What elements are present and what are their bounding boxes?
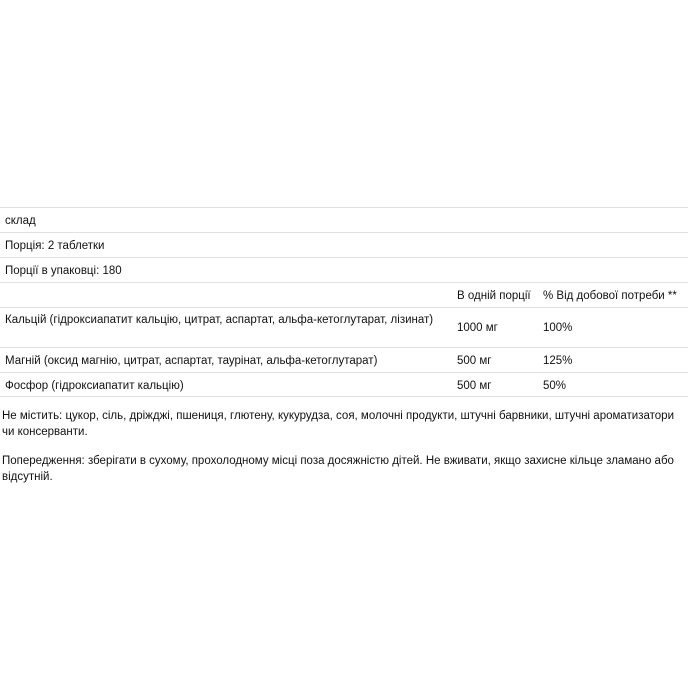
nutrient-amount: 500 мг [457, 380, 492, 392]
nutrient-daily-value: 125% [543, 355, 573, 367]
serving-size-row [0, 232, 688, 257]
servings-per-container: Порції в упаковці: 180 [5, 265, 122, 277]
supplement-facts-table [0, 207, 688, 397]
column-header-daily-value: % Від добової потреби ** [543, 290, 677, 302]
nutrient-daily-value: 100% [543, 322, 573, 334]
nutrient-name: Кальцій (гідроксиапатит кальцію, цитрат, аспартат, альфа-кетоглутарат, лізинат) [5, 314, 434, 326]
servings-per-container-row [0, 257, 688, 282]
nutrient-amount: 500 мг [457, 355, 492, 367]
free-from-note: Не містить: цукор, сіль, дріжджі, пшениця, глютену, кукурудза, соя, молочні продукти, штучні барвники, штучні ароматизатори чи консерванти. [2, 410, 674, 438]
table-row [0, 307, 688, 347]
nutrient-daily-value: 50% [543, 380, 567, 392]
notes-section [0, 408, 688, 498]
table-row [0, 347, 688, 372]
serving-size: Порція: 2 таблетки [5, 240, 105, 252]
table-row [0, 372, 688, 397]
table-title-row [0, 207, 688, 232]
column-header-row [0, 282, 688, 307]
warning-note: Попередження: зберігати в сухому, прохолодному місці поза досяжністю дітей. Не вживати, якщо захисне кільце зламано або відсутній. [2, 455, 674, 483]
nutrient-name: Фосфор (гідроксиапатит кальцію) [5, 380, 184, 392]
column-header-per-serving: В одній порції [457, 290, 531, 302]
nutrient-name: Магній (оксид магнію, цитрат, аспартат, таурінат, альфа-кетоглутарат) [5, 355, 378, 367]
table-title: склад [5, 215, 36, 227]
nutrient-amount: 1000 мг [457, 322, 498, 334]
